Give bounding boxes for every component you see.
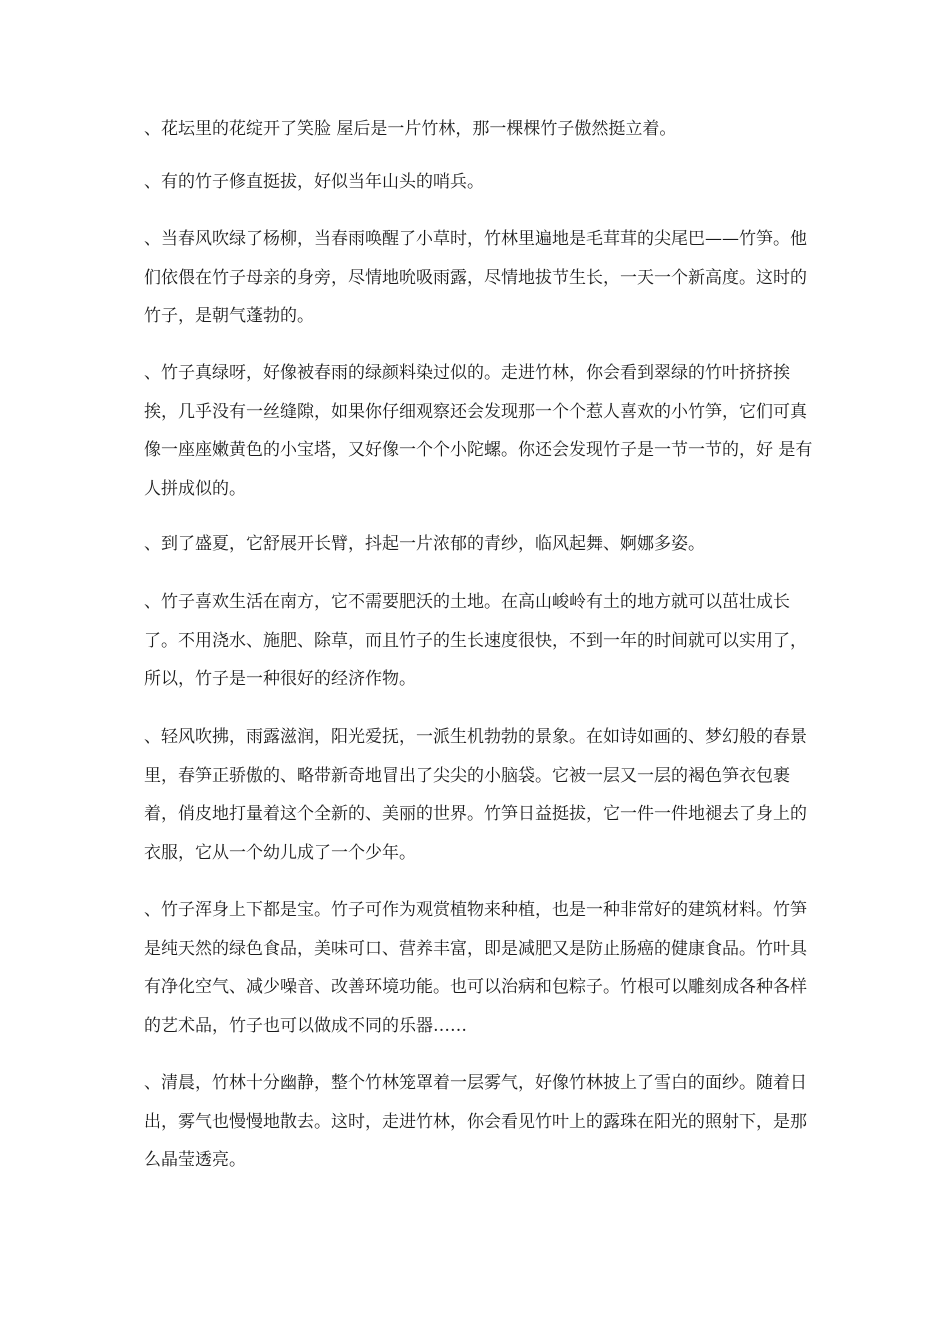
paragraph-3: 、当春风吹绿了杨柳，当春雨唤醒了小草时，竹林里遍地是毛茸茸的尖尾巴——竹笋。他们依偎在竹子母亲的身旁，尽情地吮吸雨露，尽情地拔节生长，一天一个新高度。这时的竹子，是朝气蓬勃的。 (144, 229, 807, 326)
paragraph-4: 、竹子真绿呀，好像被春雨的绿颜料染过似的。走进竹林，你会看到翠绿的竹叶挤挤挨挨，几乎没有一丝缝隙，如果你仔细观察还会发现那一个个惹人喜欢的小竹笋，它们可真像一座座嫩黄色的小宝塔，又好像一个个小陀螺。你还会发现竹子是一节一节的，好 是有人拼成似的。 (144, 363, 813, 499)
paragraph-2: 、有的竹子修直挺拔，好似当年山头的哨兵。 (144, 172, 484, 192)
paragraph-7: 、轻风吹拂，雨露滋润，阳光爱抚，一派生机勃勃的景象。在如诗如画的、梦幻般的春景里，春笋正骄傲的、略带新奇地冒出了尖尖的小脑袋。它被一层又一层的褐色笋衣包裹着，俏皮地打量着这个全新的、美丽的世界。竹笋日益挺拔，它一件一件地褪去了身上的衣服，它从一个幼儿成了一个少年。 (144, 727, 807, 863)
paragraph-1: 、花坛里的花绽开了笑脸 屋后是一片竹林，那一棵棵竹子傲然挺立着。 (144, 119, 677, 139)
paragraph-5: 、到了盛夏，它舒展开长臂，抖起一片浓郁的青纱，临风起舞、婀娜多姿。 (144, 534, 705, 554)
paragraph-9: 、清晨，竹林十分幽静，整个竹林笼罩着一层雾气，好像竹林披上了雪白的面纱。随着日出，雾气也慢慢地散去。这时，走进竹林，你会看见竹叶上的露珠在阳光的照射下，是那么晶莹透亮。 (144, 1073, 807, 1170)
paragraph-6: 、竹子喜欢生活在南方，它不需要肥沃的土地。在高山峻岭有土的地方就可以茁壮成长了。不用浇水、施肥、除草，而且竹子的生长速度很快，不到一年的时间就可以实用了，所以，竹子是一种很好的经济作物。 (144, 592, 807, 689)
paragraph-8: 、竹子浑身上下都是宝。竹子可作为观赏植物来种植，也是一种非常好的建筑材料。竹笋是纯天然的绿色食品，美味可口、营养丰富，即是减肥又是防止肠癌的健康食品。竹叶具有净化空气、减少噪音、改善环境功能。也可以治病和包粽子。竹根可以雕刻成各种各样的艺术品，竹子也可以做成不同的乐器…… (144, 900, 807, 1036)
